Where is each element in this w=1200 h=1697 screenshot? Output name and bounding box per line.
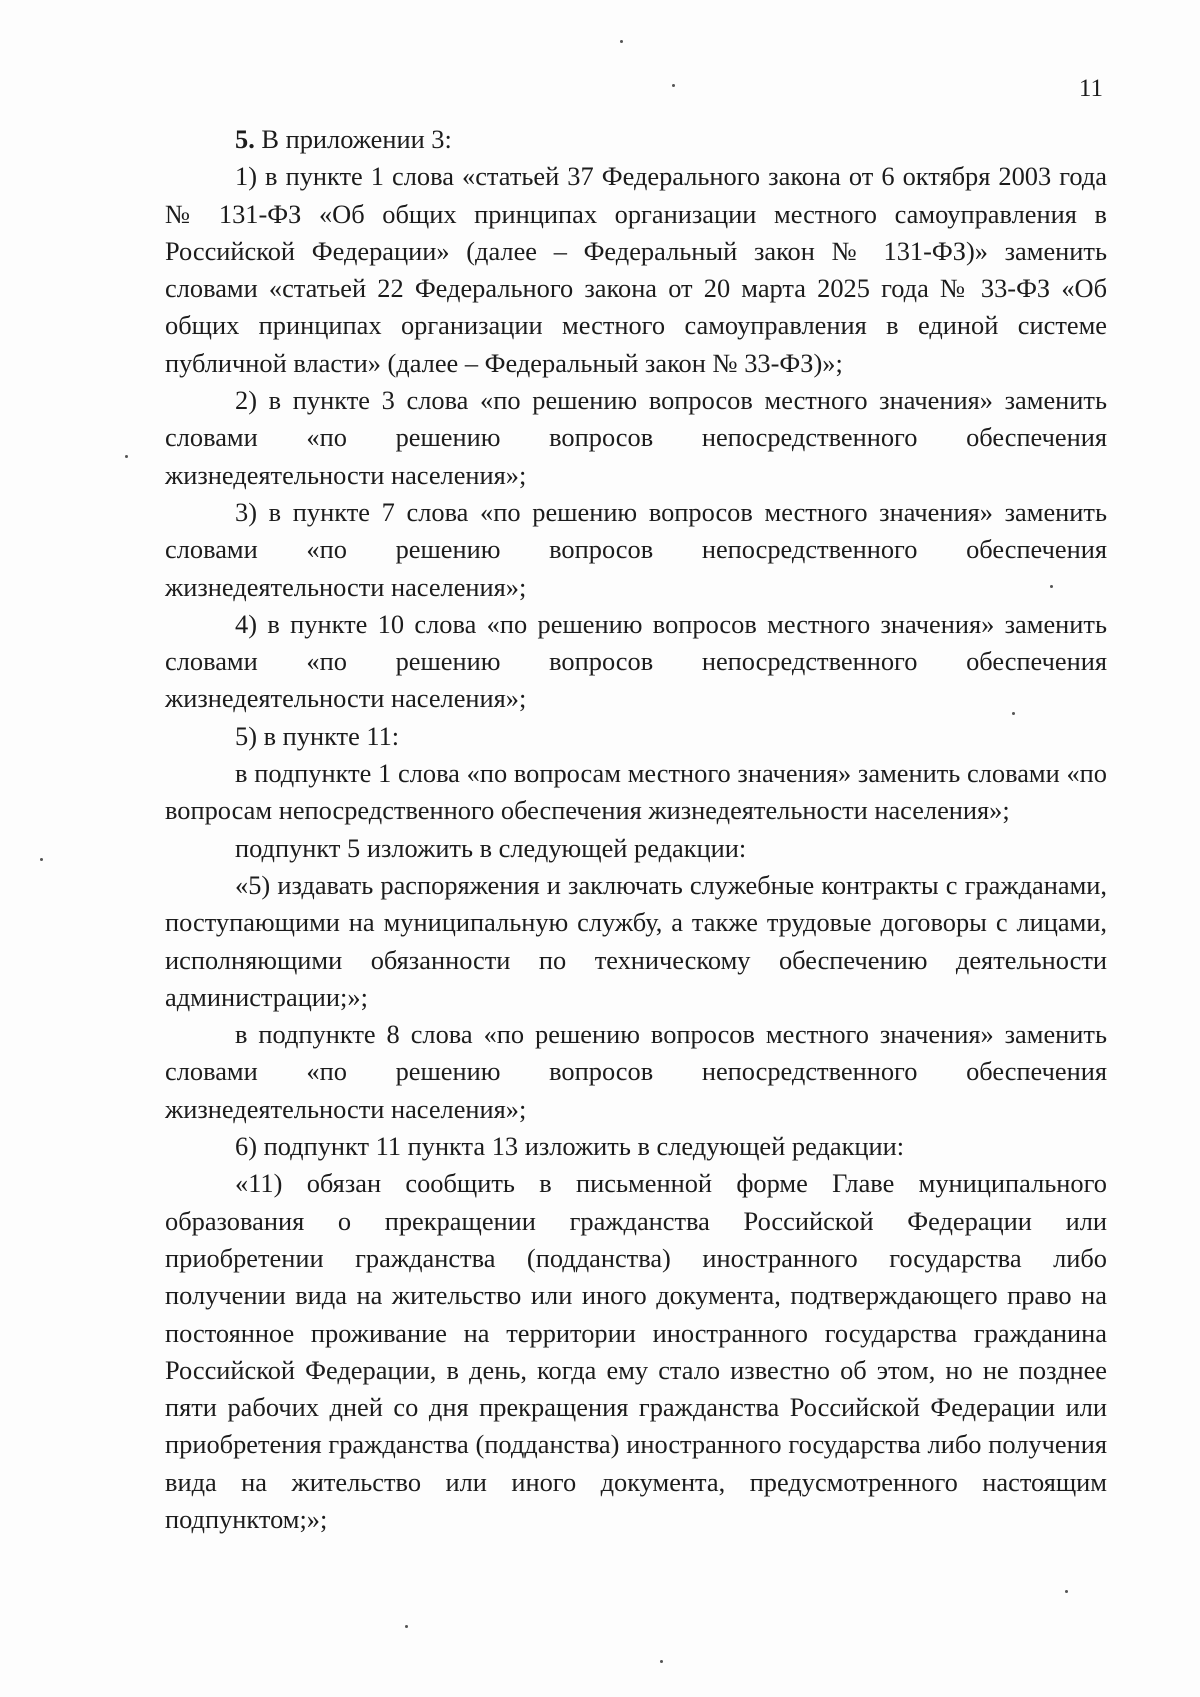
scan-speck bbox=[620, 40, 623, 43]
paragraph-item-6: 6) подпункт 11 пункта 13 изложить в следующей редакции: bbox=[235, 1131, 905, 1162]
scan-speck bbox=[1012, 712, 1015, 715]
paragraph-item-3: 3) в пункте 7 слова «по решению вопросов местного значения» заменить словами «по решению вопросов непосредственного обеспечения жизнедеятельности населения»; bbox=[165, 496, 1107, 602]
scan-speck bbox=[660, 1660, 663, 1663]
scan-speck bbox=[40, 858, 43, 861]
scan-speck bbox=[672, 84, 675, 87]
paragraph-item-4: 4) в пункте 10 слова «по решению вопросов местного значения» заменить словами «по решению вопросов непосредственного обеспечения жизнедеятельности населения»; bbox=[165, 608, 1107, 714]
section-title: В приложении 3: bbox=[254, 124, 452, 154]
scan-speck bbox=[1065, 1590, 1068, 1593]
paragraph-item-5: 5) в пункте 11: bbox=[235, 720, 400, 751]
paragraph-subitem-5-text: «5) издавать распоряжения и заключать служебные контракты с гражданами, поступающими на муниципальную службу, а также трудовые договоры с лицами, исполняющими обязанности по техническому обеспечению деятельности администрации;»; bbox=[165, 869, 1107, 1012]
document-body bbox=[165, 121, 1107, 1538]
paragraph-item-2: 2) в пункте 3 слова «по решению вопросов местного значения» заменить словами «по решению вопросов непосредственного обеспечения жизнедеятельности населения»; bbox=[165, 385, 1107, 490]
scan-speck bbox=[1050, 585, 1053, 588]
section-heading bbox=[165, 121, 1107, 158]
paragraph-subitem-8: в подпункте 8 слова «по решению вопросов местного значения» заменить словами «по решению вопросов непосредственного обеспечения жизнедеятельности населения»; bbox=[165, 1019, 1107, 1124]
scan-speck bbox=[125, 455, 128, 458]
paragraph-item-1: 1) в пункте 1 слова «статьей 37 Федерального закона от 6 октября 2003 года № 131-ФЗ «Об общих принципах организации местного самоуправления в Российской Федерации» (далее – Федеральный закон № 131-ФЗ)» заменить словами «статьей 22 Федерального закона от 20 марта 2025 года № 33-ФЗ «Об общих принципах организации местного самоуправления в единой системе публичной власти» (далее – Федеральный закон № 33-ФЗ)»; bbox=[165, 161, 1107, 378]
paragraph-subitem-1: в подпункте 1 слова «по вопросам местного значения» заменить словами «по вопросам непосредственного обеспечения жизнедеятельности населения»; bbox=[165, 758, 1107, 826]
paragraph-subitem-11-text: «11) обязан сообщить в письменной форме Главе муниципального образования о прекращении гражданства Российской Федерации или приобретении гражданства (подданства) иностранного государства либо получении вида на жительство или иного документа, подтверждающего право на постоянное проживание на территории иностранного государства гражданина Российской Федерации, в день, когда ему стало известно об этом, но не позднее пяти рабочих дней со дня прекращения гражданства Российской Федерации или приобретения гражданства (подданства) иностранного государства либо получения вида на жительство или иного документа, предусмотренного настоящим подпунктом;»; bbox=[165, 1168, 1107, 1534]
paragraph-subitem-5-intro: подпункт 5 изложить в следующей редакции: bbox=[235, 832, 747, 863]
scan-speck bbox=[405, 1625, 408, 1628]
page-number: 11 bbox=[1078, 75, 1103, 102]
section-number: 5. bbox=[235, 124, 255, 154]
